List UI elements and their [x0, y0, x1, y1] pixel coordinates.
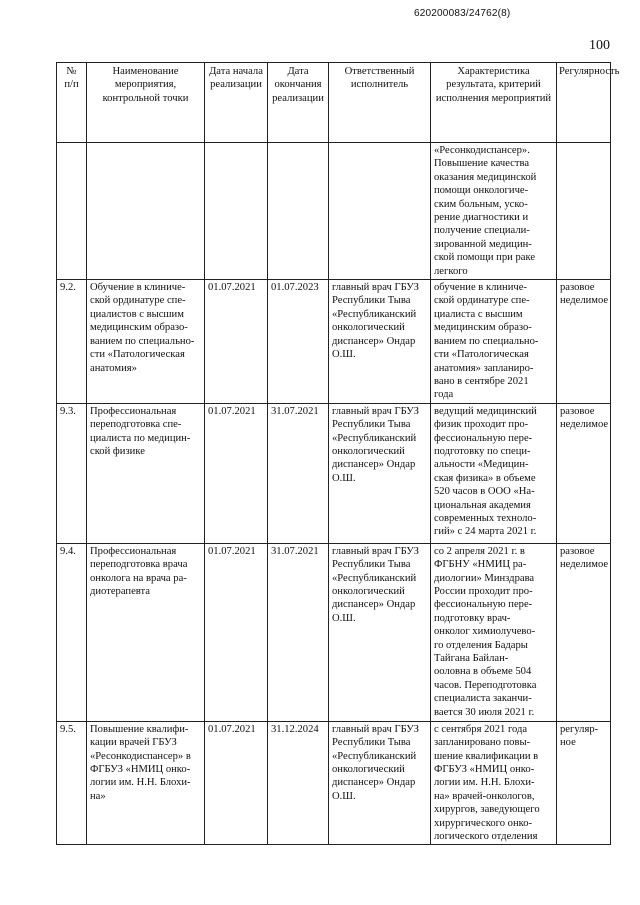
row-number: 9.4.	[57, 543, 87, 721]
row-regularity	[557, 143, 611, 280]
row-number	[57, 143, 87, 280]
row-number: 9.5.	[57, 721, 87, 845]
row-regularity: разовое неделимое	[557, 543, 611, 721]
row-regularity: разовое неделимое	[557, 280, 611, 404]
table-row	[57, 143, 611, 280]
table-row	[57, 280, 611, 404]
table-row	[57, 543, 611, 721]
row-start-date: 01.07.2021	[205, 280, 268, 404]
document-id: 620200083/24762(8)	[414, 8, 511, 19]
table-row	[57, 721, 611, 845]
table-row	[57, 403, 611, 543]
column-header-number: № п/п	[57, 63, 87, 143]
column-header-result: Характеристика результата, критерий исполнения мероприятий	[431, 63, 557, 143]
row-result: обучение в клиниче- ской ординатуре спе- циалиста с высшим медицинским образо- ванием по специально- сти «Патологическая анатомия» запланиро- вано в сентябре 2021 года	[431, 280, 557, 404]
column-header-name: Наименование мероприятия, контрольной точки	[87, 63, 205, 143]
row-end-date: 01.07.2023	[268, 280, 329, 404]
activities-table	[56, 62, 620, 845]
row-number: 9.2.	[57, 280, 87, 404]
row-name: Профессиональная переподготовка спе- циалиста по медицин- ской физике	[87, 403, 205, 543]
row-result: «Ресонкодиспансер». Повышение качества оказания медицинской помощи онкологиче- ским больным, уско- рение диагностики и получение специали- зированной медицин- ской помощи при раке легкого	[431, 143, 557, 280]
row-end-date	[268, 143, 329, 280]
row-responsible: главный врач ГБУЗ Республики Тыва «Республиканский онкологический диспансер» Ондар О.Ш.	[329, 721, 431, 845]
row-end-date: 31.07.2021	[268, 543, 329, 721]
row-start-date: 01.07.2021	[205, 403, 268, 543]
row-end-date: 31.12.2024	[268, 721, 329, 845]
row-responsible: главный врач ГБУЗ Республики Тыва «Республиканский онкологический диспансер» Ондар О.Ш.	[329, 280, 431, 404]
column-header-start-date: Дата начала реализации	[205, 63, 268, 143]
column-header-end-date: Дата окончания реализации	[268, 63, 329, 143]
row-end-date: 31.07.2021	[268, 403, 329, 543]
row-regularity: регуляр- ное	[557, 721, 611, 845]
row-responsible: главный врач ГБУЗ Республики Тыва «Республиканский онкологический диспансер» Ондар О.Ш.	[329, 403, 431, 543]
row-result: ведущий медицинский физик проходит про- фессиональную пере- подготовку по специ- альности «Медицин- ская физика» в объеме 520 часов в ООО «На- циональная академия современных техноло- гий» с 24 марта 2021 г.	[431, 403, 557, 543]
table-header-row	[57, 63, 611, 143]
row-start-date	[205, 143, 268, 280]
row-result: со 2 апреля 2021 г. в ФГБНУ «НМИЦ ра- диологии» Минздрава России проходит про- фессиональную пере- подготовку врач- онколог химиолучево- го отделения Бадары Тайгана Байлан- ооловна в объеме 504 часов. Переподготовка специалиста заканчи- вается 30 июля 2021 г.	[431, 543, 557, 721]
row-name	[87, 143, 205, 280]
row-start-date: 01.07.2021	[205, 721, 268, 845]
row-responsible: главный врач ГБУЗ Республики Тыва «Республиканский онкологический диспансер» Ондар О.Ш.	[329, 543, 431, 721]
row-name: Обучение в клиниче- ской ординатуре спе- циалистов с высшим медицинским образо- ванием по специально- сти «Патологическая анатомия»	[87, 280, 205, 404]
row-name: Повышение квалифи- кации врачей ГБУЗ «Ресонкодиспансер» в ФГБУЗ «НМИЦ онко- логии им. Н.Н. Блохи- на»	[87, 721, 205, 845]
row-responsible	[329, 143, 431, 280]
column-header-regularity: Регулярность	[557, 63, 611, 143]
row-number: 9.3.	[57, 403, 87, 543]
row-regularity: разовое неделимое	[557, 403, 611, 543]
row-result: с сентября 2021 года запланировано повы- шение квалификации в ФГБУЗ «НМИЦ онко- логии им. Н.Н. Блохи- на» врачей-онкологов, хирургов, заведующего хирургического онко- логического отделения	[431, 721, 557, 845]
row-name: Профессиональная переподготовка врача онколога на врача ра- диотерапевта	[87, 543, 205, 721]
page-number: 100	[589, 38, 610, 53]
column-header-responsible: Ответственный исполнитель	[329, 63, 431, 143]
row-start-date: 01.07.2021	[205, 543, 268, 721]
